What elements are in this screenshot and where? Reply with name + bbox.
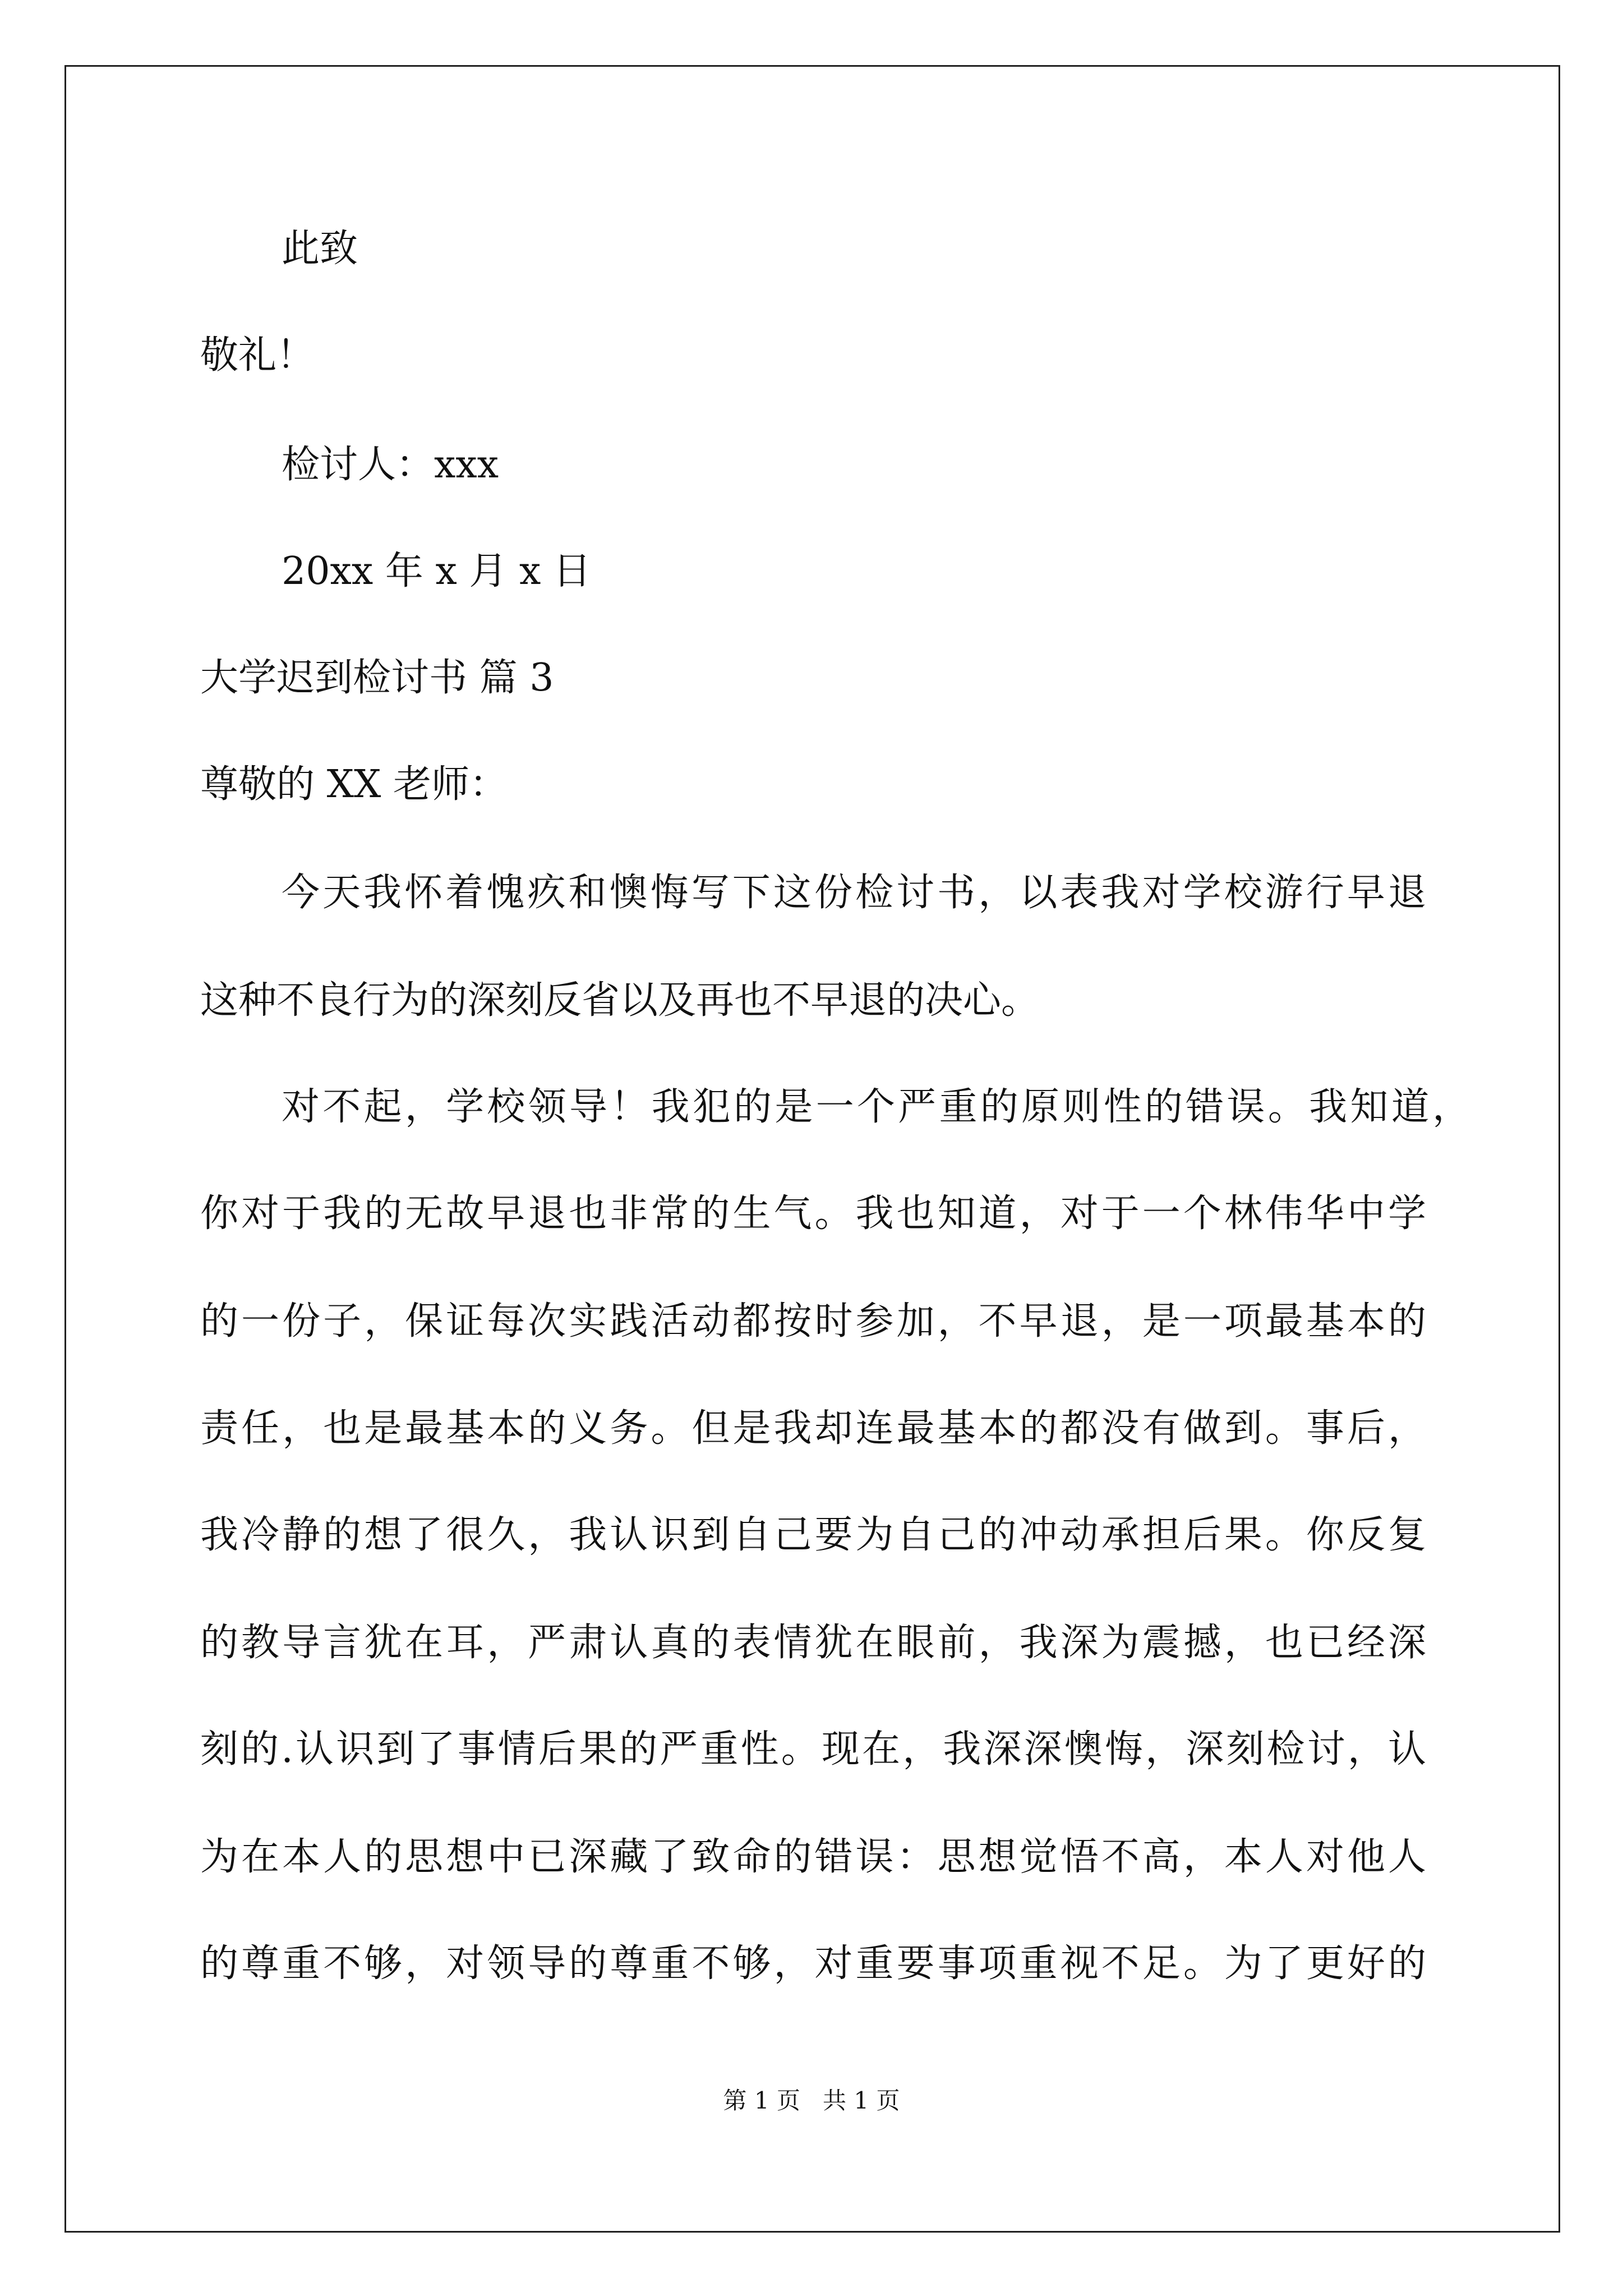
paragraph-2-line-9: 的尊重不够，对领导的尊重不够，对重要事项重视不足。为了更好的 — [200, 1941, 1426, 1986]
paragraph-1-line-2: 这种不良行为的深刻反省以及再也不早退的决心。 — [200, 978, 1040, 1023]
paragraph-2-line-4: 责任，也是最基本的义务。但是我却连最基本的都没有做到。事后， — [200, 1406, 1426, 1451]
paragraph-2-line-7: 刻的.认识到了事情后果的严重性。现在，我深深懊悔，深刻检讨，认 — [200, 1727, 1426, 1772]
date-line: 20xx 年 x 月 x 日 — [282, 549, 592, 593]
signature-line: 检讨人：xxx — [282, 443, 499, 487]
page-border — [64, 65, 1560, 2233]
paragraph-2-line-3: 的一份子，保证每次实践活动都按时参加，不早退，是一项最基本的 — [200, 1299, 1426, 1343]
paragraph-2-line-8: 为在本人的思想中已深藏了致命的错误：思想觉悟不高，本人对他人 — [200, 1835, 1426, 1879]
closing-salutation: 此致 — [282, 227, 358, 271]
letter-greeting: 尊敬的 XX 老师： — [200, 762, 508, 807]
page-number-footer: 第 1 页 共 1 页 — [723, 2087, 900, 2114]
paragraph-2-line-6: 的教导言犹在耳，严肃认真的表情犹在眼前，我深为震撼，也已经深 — [200, 1621, 1426, 1665]
paragraph-2-line-1: 对不起，学校领导！我犯的是一个严重的原则性的错误。我知道， — [282, 1085, 1470, 1129]
paragraph-2-line-5: 我冷静的想了很久，我认识到自己要为自己的冲动承担后果。你反复 — [200, 1513, 1426, 1557]
closing-regards: 敬礼！ — [200, 333, 315, 378]
paragraph-1-line-1: 今天我怀着愧疚和懊悔写下这份检讨书，以表我对学校游行早退 — [282, 871, 1426, 915]
section-heading: 大学迟到检讨书 篇 3 — [200, 656, 554, 700]
paragraph-2-line-2: 你对于我的无故早退也非常的生气。我也知道，对于一个林伟华中学 — [200, 1191, 1426, 1236]
